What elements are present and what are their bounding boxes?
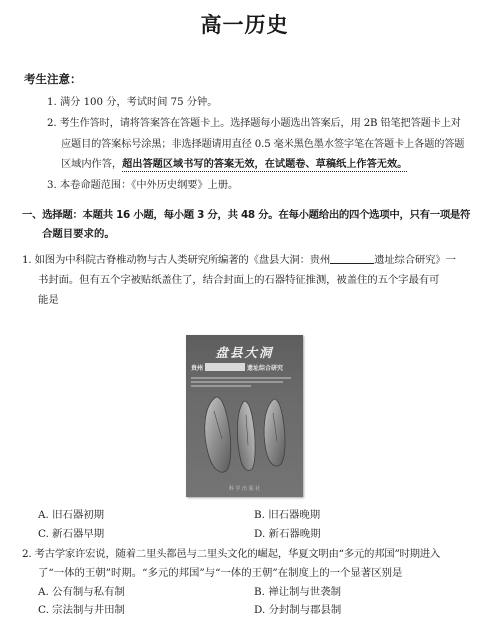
notice-item-2-line-2: 应题目的答案标号涂黑；非选择题请用直径 0.5 毫米黑色墨水签字笔在答题卡上各题的答题	[61, 139, 465, 150]
question-2-option-b[interactable]: B. 禅让制与世袭制	[254, 586, 341, 598]
question-1-option-a[interactable]: A. 旧石器初期	[38, 509, 105, 521]
notice-item-2-line-3	[61, 158, 407, 171]
question-2-option-c[interactable]: C. 宗法制与井田制	[38, 604, 125, 616]
question-1-blank	[330, 254, 374, 264]
question-1-line-2: 书封面。但有五个字被贴纸盖住了，结合封面上的石器特征推测，被盖住的五个字最有可	[38, 274, 440, 286]
question-1-option-d[interactable]: D. 新石器晚期	[254, 528, 321, 540]
question-2-option-d[interactable]: D. 分封制与郡县制	[254, 604, 342, 616]
section-heading-line-1: 一、选择题：本题共 16 小题，每小题 3 分，共 48 分。在每小题给出的四个选项中，只有一项是符	[22, 209, 471, 221]
question-2-line-2: 了“一体的王朝”时期。“多元的邦国”与“一体的王朝”在制度上的一个显著区别是	[38, 567, 403, 579]
notice-item-2-line-1: 2. 考生作答时，请将答案答在答题卡上。选择题每小题选出答案后，用 2B 铅笔把答题卡上对	[47, 118, 461, 129]
cover-fine-print	[191, 377, 291, 379]
notice-item-3: 3. 本卷命题范围：《中外历史纲要》上册。	[47, 180, 239, 191]
cover-sticker-patch	[205, 363, 245, 371]
notice-item-2-line-3-text: 区域内作答，	[61, 159, 123, 170]
cover-subtitle-post: 遗址综合研究	[247, 365, 284, 372]
question-1-line-1	[22, 253, 456, 267]
question-2-line-1: 2. 考古学家许宏说，随着二里头都邑与二里头文化的崛起，华夏文明由“多元的邦国”时期进入	[22, 548, 441, 560]
cover-subtitle-pre: 贵州	[191, 365, 204, 372]
stone-tools-illustration	[186, 391, 303, 491]
question-1-text-pre: 1. 如图为中科院古脊椎动物与古人类研究所编著的《盘县大洞：贵州	[22, 254, 331, 266]
page-title: 高一历史	[200, 13, 289, 37]
book-cover-image	[186, 335, 303, 497]
cover-fine-print	[191, 385, 251, 387]
question-1-option-c[interactable]: C. 新石器早期	[38, 528, 105, 540]
notice-heading: 考生注意：	[24, 72, 82, 86]
notice-item-1: 1. 满分 100 分，考试时间 75 分钟。	[47, 97, 218, 108]
cover-fine-print	[191, 381, 283, 383]
cover-subtitle	[191, 363, 283, 372]
notice-warning-emphasis: 超出答题区域书写的答案无效，在试题卷、草稿纸上作答无效。	[122, 159, 408, 170]
cover-title: 盘县大洞	[215, 345, 274, 360]
question-1-text-post: 遗址综合研究》一	[374, 254, 456, 266]
question-1-option-b[interactable]: B. 旧石器晚期	[254, 509, 321, 521]
cover-publisher: 科 学 出 版 社	[228, 486, 261, 492]
question-2-option-a[interactable]: A. 公有制与私有制	[38, 586, 125, 598]
question-1-line-3: 能是	[38, 294, 59, 306]
section-heading-line-2: 合题目要求的。	[42, 228, 115, 240]
